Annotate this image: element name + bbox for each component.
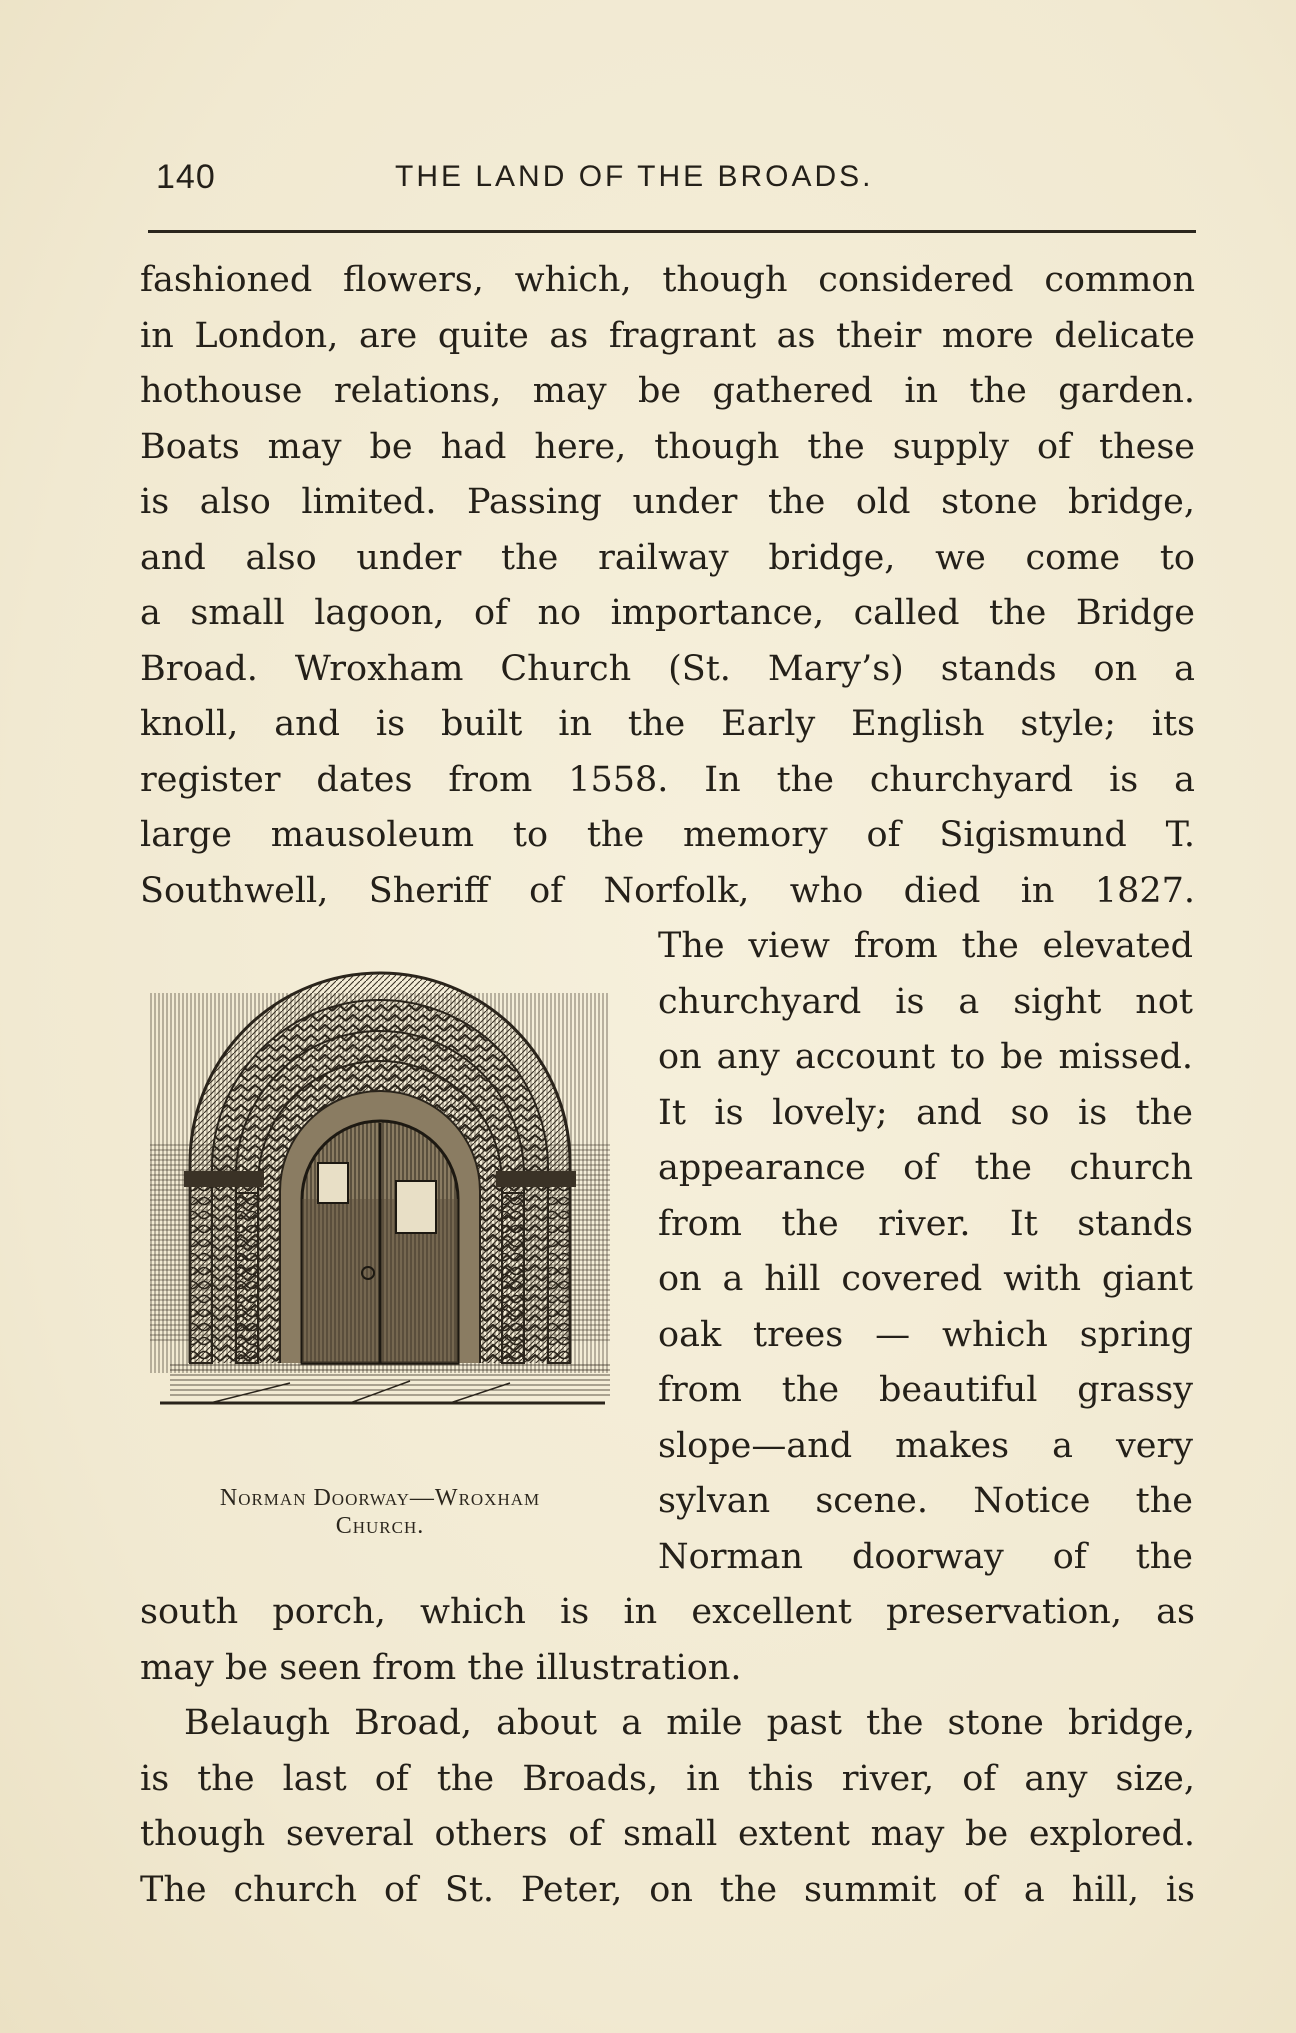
text-line: Belaugh Broad, about a mile past the stone bridge, — [184, 1703, 1195, 1743]
text-line: It is lovely; and so is the — [658, 1092, 1193, 1133]
text-line: is the last of the Broads, in this river, of any size, — [140, 1758, 1195, 1799]
text-line: The church of St. Peter, on the summit of a hill, is — [140, 1869, 1195, 1910]
text-line: though several others of small extent may be explored. — [140, 1814, 1195, 1854]
text-line: Southwell, Sheriff of Norfolk, who died in 1827. — [140, 870, 1195, 911]
text-line: oak trees — which spring — [658, 1314, 1193, 1355]
text-line: on any account to be missed. — [658, 1037, 1193, 1077]
paragraph-bottom — [140, 1585, 1195, 1918]
paragraph-top — [140, 253, 1195, 919]
text-line: a small lagoon, of no importance, called the Bridge — [140, 593, 1195, 633]
caption-line: Church. — [335, 1513, 425, 1539]
text-line: register dates from 1558. In the churchyard is a — [140, 759, 1195, 800]
text-line: The view from the elevated — [658, 926, 1193, 966]
text-line: may be seen from the illustration. — [140, 1647, 742, 1688]
text-line: Norman doorway of the — [658, 1536, 1193, 1577]
text-line: fashioned flowers, which, though considered common — [140, 260, 1195, 300]
text-line: is also limited. Passing under the old stone bridge, — [140, 482, 1195, 522]
figure-caption — [150, 1484, 610, 1540]
text-line: from the beautiful grassy — [658, 1370, 1193, 1410]
text-line: hothouse relations, may be gathered in the garden. — [140, 371, 1195, 411]
caption-line: Norman Doorway—Wroxham — [219, 1485, 541, 1511]
text-line: knoll, and is built in the Early English style; its — [140, 704, 1195, 744]
text-line: churchyard is a sight not — [658, 981, 1193, 1022]
page-number: 140 — [156, 158, 216, 196]
page-header — [148, 158, 1196, 204]
paragraph-side — [658, 919, 1193, 1585]
text-line: Boats may be had here, though the supply of these — [140, 426, 1195, 467]
text-line: appearance of the church — [658, 1148, 1193, 1188]
text-line: in London, are quite as fragrant as their more delicate — [140, 315, 1195, 356]
text-line: Broad. Wroxham Church (St. Mary’s) stands on a — [140, 648, 1195, 689]
text-line: sylvan scene. Notice the — [658, 1481, 1193, 1521]
text-line: large mausoleum to the memory of Sigismund T. — [140, 815, 1195, 855]
text-line: south porch, which is in excellent preservation, as — [140, 1592, 1195, 1632]
running-title: THE LAND OF THE BROADS. — [395, 160, 874, 193]
header-rule — [148, 230, 1196, 233]
norman-doorway-illustration — [150, 963, 610, 1443]
text-line: on a hill covered with giant — [658, 1259, 1193, 1299]
text-line: from the river. It stands — [658, 1203, 1193, 1244]
text-line: and also under the railway bridge, we come to — [140, 537, 1195, 578]
text-line: slope—and makes a very — [658, 1425, 1193, 1466]
